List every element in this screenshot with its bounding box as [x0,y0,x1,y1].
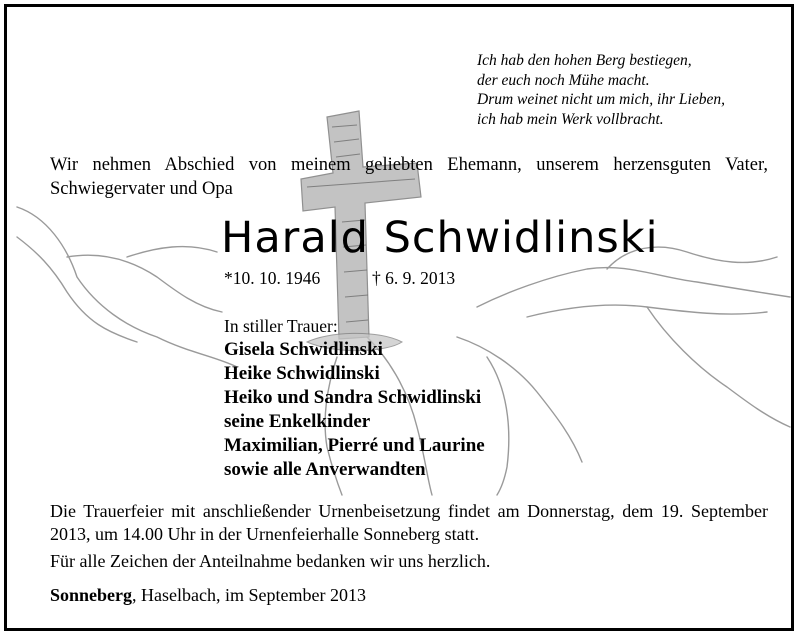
poem-line: ich hab mein Werk vollbracht. [477,110,664,128]
birth-date: *10. 10. 1946 [224,268,321,288]
deceased-name: Harald Schwidlinski [221,213,659,263]
place-name: Sonneberg [50,585,133,605]
funeral-info: Die Trauerfeier mit anschließender Urnenbeisetzung findet am Donnerstag, dem 19. September 2013, um 14.00 Uhr in der Urnenfeierhalle Sonneberg statt. [50,501,768,544]
intro-text: Wir nehmen Abschied von meinem geliebten Ehemann, unserem herzensguten Vater, Schwiegervater und Opa [50,155,768,199]
place-date: , Haselbach, im September 2013 [132,585,366,605]
mourner: Gisela Schwidlinski [224,339,383,360]
poem-line: der euch noch Mühe macht. [477,71,650,89]
mourner: Heiko und Sandra Schwidlinski [224,387,482,408]
death-date: † 6. 9. 2013 [372,268,456,288]
mourners-list [224,338,485,482]
mourning-label: In stiller Trauer: [224,316,338,336]
poem [477,51,725,129]
poem-line: Drum weinet nicht um mich, ihr Lieben, [477,91,725,108]
poem-line: Ich hab den hohen Berg bestiegen, [477,52,692,69]
mourner: Maximilian, Pierré und Laurine [224,435,485,456]
mourner: sowie alle Anverwandten [224,459,426,480]
mourner: seine Enkelkinder [224,411,371,432]
thanks-text: Für alle Zeichen der Anteilnahme bedanken wir uns herzlich. [50,551,491,571]
place-date-line [50,585,366,606]
obituary-notice [4,4,794,631]
mourner: Heike Schwidlinski [224,363,380,384]
